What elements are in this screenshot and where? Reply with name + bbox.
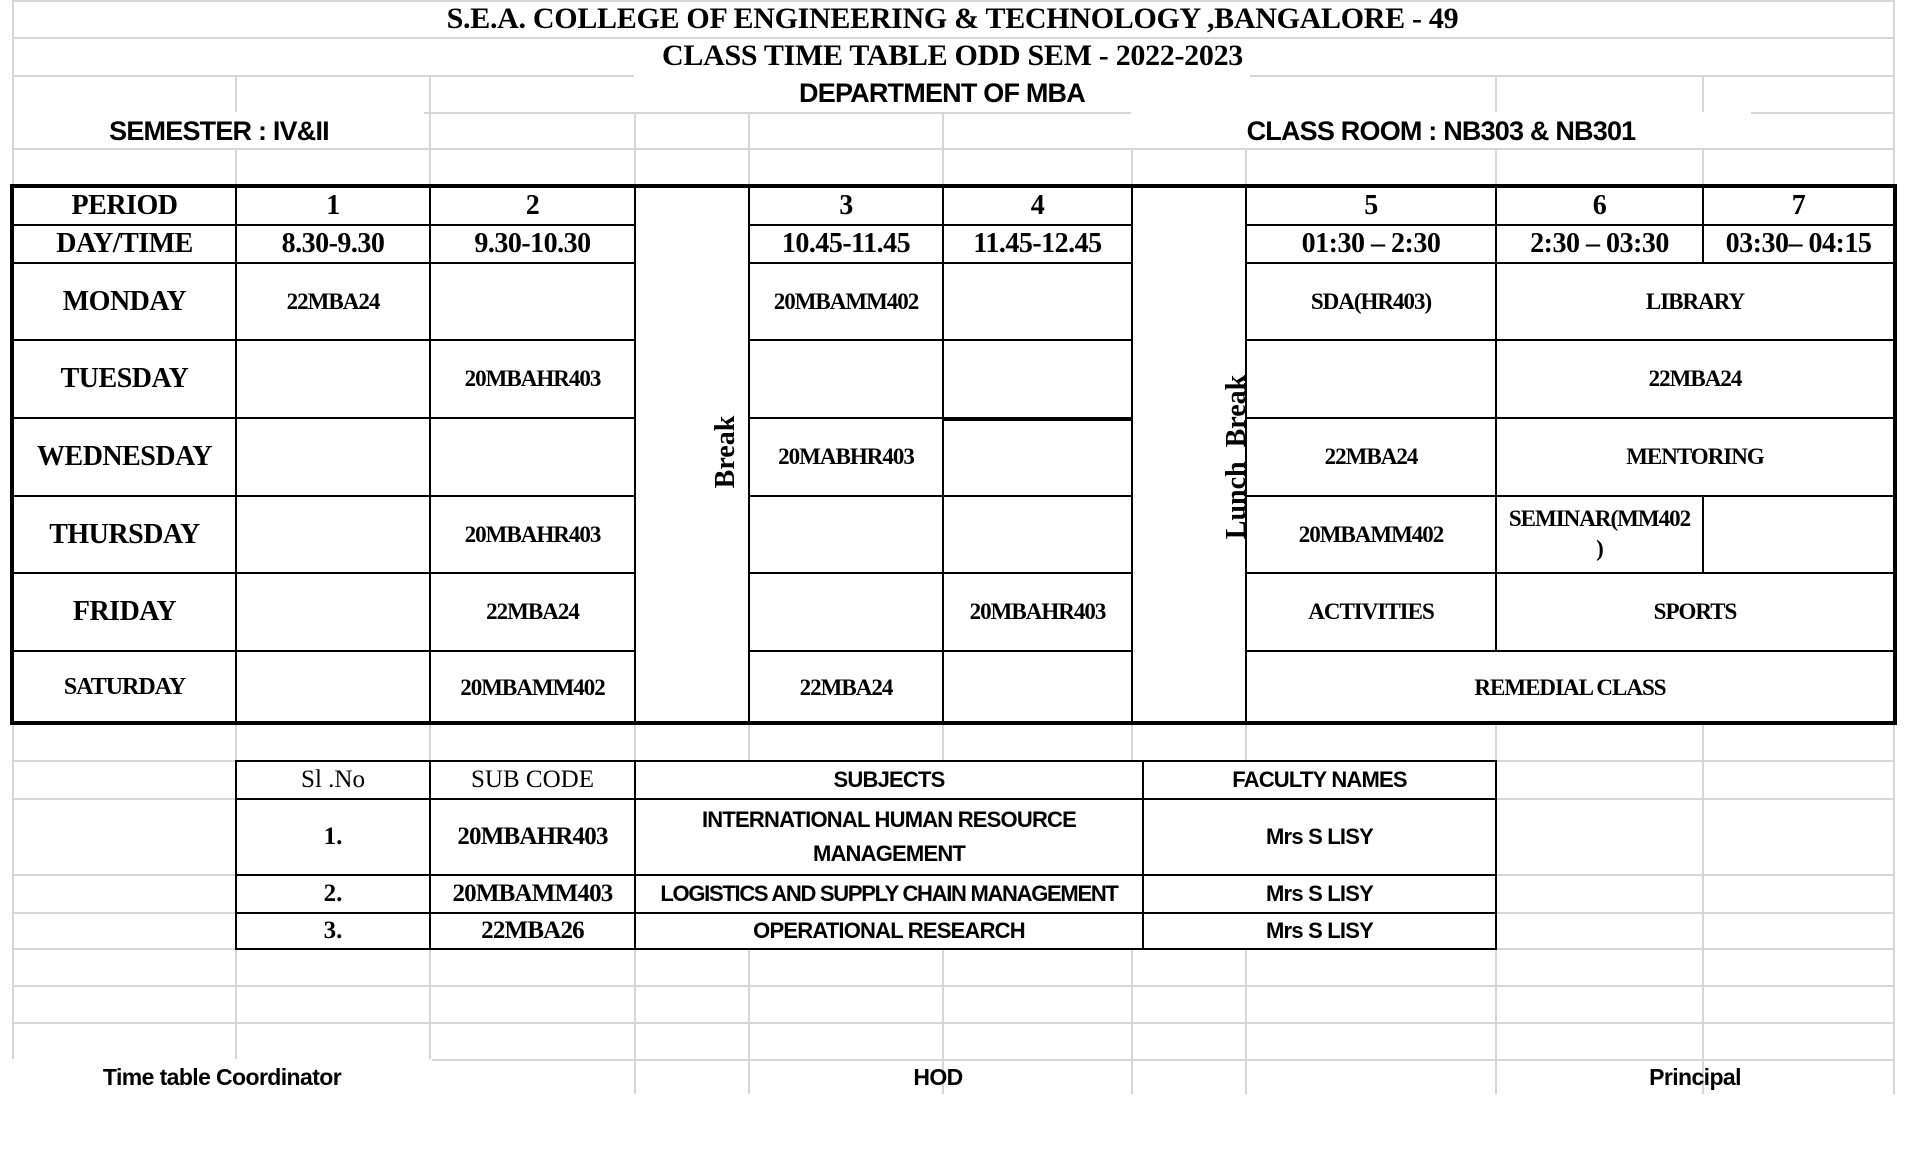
- hod-signature-label: HOD: [913, 1064, 963, 1090]
- subject-name: LOGISTICS AND SUPPLY CHAIN MANAGEMENT: [634, 874, 1144, 914]
- class-cell: ACTIVITIES: [1245, 572, 1497, 652]
- period-time: 01:30 – 2:30: [1245, 224, 1497, 264]
- class-cell: 22MBA24: [748, 650, 944, 725]
- period-label: PERIOD: [12, 185, 237, 226]
- class-cell: [1702, 495, 1895, 574]
- period-time: 10.45-11.45: [748, 224, 944, 264]
- semester-label: SEMESTER : IV&II: [14, 112, 424, 148]
- day-label: THURSDAY: [12, 495, 237, 574]
- coordinator-signature-label: Time table Coordinator: [12, 1059, 432, 1094]
- class-cell: SDA(HR403): [1245, 262, 1497, 341]
- day-label: FRIDAY: [12, 572, 237, 652]
- subject-sl-no: 2.: [235, 874, 431, 914]
- class-cell: 20MBAHR403: [429, 339, 636, 419]
- class-cell: SEMINAR(MM402 ): [1495, 495, 1704, 574]
- period-time: 2:30 – 03:30: [1495, 224, 1704, 264]
- principal-signature-label: Principal: [1649, 1064, 1741, 1090]
- faculty-name: Mrs S LISY: [1142, 874, 1497, 914]
- class-cell: 20MBAMM402: [1245, 495, 1497, 574]
- class-cell: 20MBAHR403: [429, 495, 636, 574]
- subject-code: 22MBA26: [429, 912, 636, 950]
- class-cell: 20MABHR403: [748, 417, 944, 497]
- period-time: 9.30-10.30: [429, 224, 636, 264]
- period-number: 7: [1702, 185, 1895, 226]
- faculty-name: Mrs S LISY: [1142, 798, 1497, 876]
- class-cell: [748, 339, 944, 419]
- period-time: 11.45-12.45: [942, 224, 1133, 264]
- period-time: 03:30– 04:15: [1702, 224, 1895, 264]
- department-title: DEPARTMENT OF MBA: [634, 75, 1250, 112]
- class-cell: 22MBA24: [429, 572, 636, 652]
- period-number: 4: [942, 185, 1133, 226]
- period-number: 1: [235, 185, 431, 226]
- class-cell: 22MBA24: [235, 262, 431, 341]
- subject-code: 20MBAHR403: [429, 798, 636, 876]
- faculty-name: Mrs S LISY: [1142, 912, 1497, 950]
- subjects-header: FACULTY NAMES: [1142, 760, 1497, 800]
- class-cell: REMEDIAL CLASS: [1245, 650, 1895, 725]
- table-top-border: [10, 184, 1897, 188]
- class-cell: 20MBAMM402: [748, 262, 944, 341]
- day-label: MONDAY: [12, 262, 237, 341]
- subject-code: 20MBAMM403: [429, 874, 636, 914]
- table-bottom-border: [10, 721, 1897, 725]
- classroom-label: CLASS ROOM : NB303 & NB301: [1131, 112, 1751, 148]
- gridline-horizontal: [12, 985, 1895, 987]
- class-cell: [942, 495, 1133, 574]
- subject-sl-no: 3.: [235, 912, 431, 950]
- period-number: 6: [1495, 185, 1704, 226]
- subject-name: INTERNATIONAL HUMAN RESOURCE MANAGEMENT: [634, 798, 1144, 876]
- subject-sl-no: 1.: [235, 798, 431, 876]
- subjects-header: Sl .No: [235, 760, 431, 800]
- class-cell: [235, 572, 431, 652]
- class-cell: LIBRARY: [1495, 262, 1895, 341]
- class-cell: MENTORING: [1495, 417, 1895, 497]
- class-cell: [942, 339, 1133, 419]
- day-label: TUESDAY: [12, 339, 237, 419]
- subjects-header: SUBJECTS: [634, 760, 1144, 800]
- period-number: 5: [1245, 185, 1497, 226]
- day-label: SATURDAY: [12, 650, 237, 725]
- break-label: Break: [710, 415, 741, 489]
- class-cell: [748, 495, 944, 574]
- gridline-horizontal: [12, 148, 1895, 150]
- class-cell: [235, 417, 431, 497]
- day-label: WEDNESDAY: [12, 417, 237, 497]
- timetable-title: CLASS TIME TABLE ODD SEM - 2022-2023: [662, 39, 1243, 72]
- period-number: 2: [429, 185, 636, 226]
- table-right-border: [1893, 184, 1897, 725]
- class-cell: [429, 262, 636, 341]
- college-title: S.E.A. COLLEGE OF ENGINEERING & TECHNOLOGY ,BANGALORE - 49: [446, 2, 1459, 35]
- class-cell: [942, 417, 1133, 497]
- class-cell: [1245, 339, 1497, 419]
- gridline-horizontal: [12, 1022, 1895, 1024]
- period-number: 3: [748, 185, 944, 226]
- subjects-header: SUB CODE: [429, 760, 636, 800]
- class-cell: [429, 417, 636, 497]
- lunch-break-label: Lunch Break: [1221, 374, 1252, 540]
- class-cell: [748, 572, 944, 652]
- class-cell: [942, 650, 1133, 725]
- class-cell: SPORTS: [1495, 572, 1895, 652]
- daytime-label: DAY/TIME: [12, 224, 237, 264]
- class-cell: 20MBAMM402: [429, 650, 636, 725]
- class-cell: 22MBA24: [1245, 417, 1497, 497]
- class-cell: [942, 262, 1133, 341]
- table-left-border: [10, 184, 14, 725]
- class-cell: [235, 495, 431, 574]
- class-cell: 20MBAHR403: [942, 572, 1133, 652]
- subject-name: OPERATIONAL RESEARCH: [634, 912, 1144, 950]
- class-cell: [235, 650, 431, 725]
- class-cell: 22MBA24: [1495, 339, 1895, 419]
- class-cell: [235, 339, 431, 419]
- period-time: 8.30-9.30: [235, 224, 431, 264]
